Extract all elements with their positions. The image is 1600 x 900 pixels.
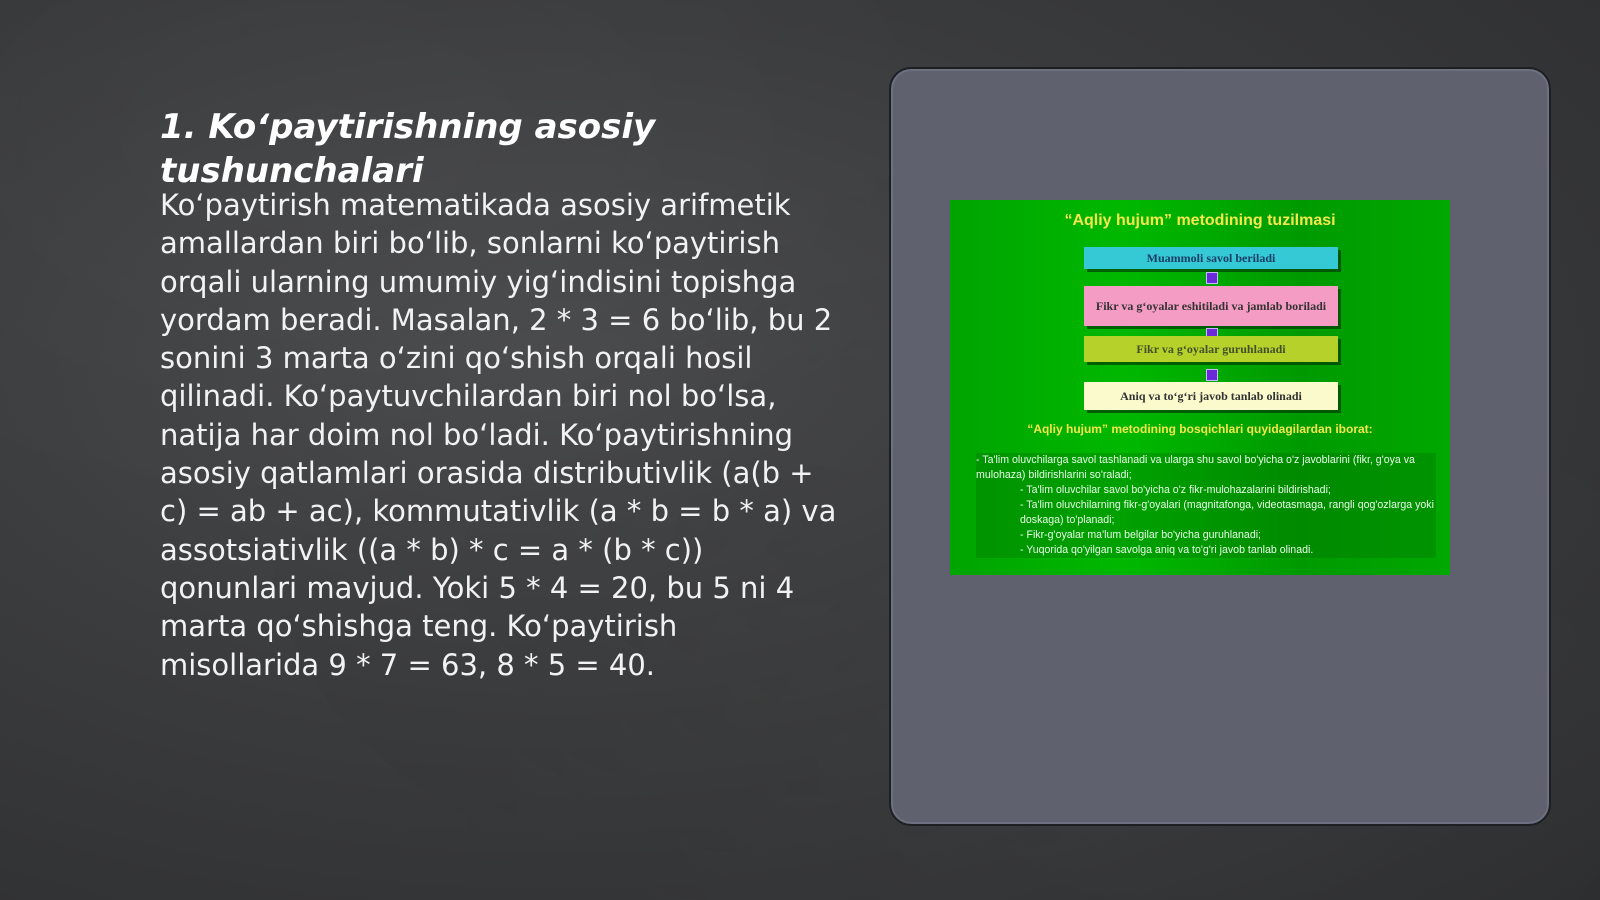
stage-item: - Ta'lim oluvchilarga savol tashlanadi va ularga shu savol bo'yicha o'z javoblarini (fikr, g'oya va mulohaza) bildirishlarini so'raladi; <box>976 454 1415 481</box>
slide-body-text: Ko‘paytirish matematikada asosiy arifmetik amallardan biri bo‘lib, sonlarni ko‘paytirish orqali ularning umumiy yig‘indisini topishga yordam beradi. Masalan, 2 * 3 = 6 bo‘lib, bu 2 sonini 3 marta o‘zini qo‘shish orqali hosil qilinadi. Ko‘paytuvchilardan biri nol bo‘lsa, natija har doim nol bo‘ladi. Ko‘paytirishning asosiy qatlamlari orasida distributivlik (a(b + c) = ab + ac), kommutativlik (a * b = b * a) va assotsiativlik ((a * b) * c = a * (b * c)) qonunlari mavjud. Yoki 5 * 4 = 20, bu 5 ni 4 marta qo‘shishga teng. Ko‘paytirish misollarida 9 * 7 = 63, 8 * 5 = 40. <box>160 188 837 682</box>
down-arrow-icon <box>1206 369 1218 381</box>
stage-item: - Ta'lim oluvchilar savol bo'yicha o'z fikr-mulohazalarini bildirishadi; <box>1020 484 1331 496</box>
diagram-step-4: Aniq va to‘g‘ri javob tanlab olinadi <box>1084 382 1338 410</box>
stage-item: - Yuqorida qo'yilgan savolga aniq va to'g'ri javob tanlab olinadi. <box>1020 544 1314 556</box>
diagram-title: “Aqliy hujum” metodining tuzilmasi <box>1064 212 1336 229</box>
stage-item: - Fikr-g'oyalar ma'lum belgilar bo'yicha guruhlanadi; <box>1020 529 1262 541</box>
brainstorm-diagram-image <box>950 200 1450 575</box>
stages-heading: “Aqliy hujum” metodining bosqichlari quyidagilardan iborat: <box>1027 422 1373 436</box>
stages-list <box>976 453 1436 558</box>
diagram-step-2: Fikr va g‘oyalar eshitiladi va jamlab boriladi <box>1084 286 1338 326</box>
stage-item: - Ta'lim oluvchilarning fikr-g'oyalari (magnitafonga, videotasmaga, rangli qog'ozlarga yoki doskaga) to'planadi; <box>1020 499 1434 526</box>
down-arrow-icon <box>1206 272 1218 284</box>
diagram-step-3: Fikr va g‘oyalar guruhlanadi <box>1084 336 1338 362</box>
diagram-step-1: Muammoli savol beriladi <box>1084 247 1338 269</box>
slide-title: 1. Ko‘paytirishning asosiy tushunchalari <box>160 107 656 191</box>
